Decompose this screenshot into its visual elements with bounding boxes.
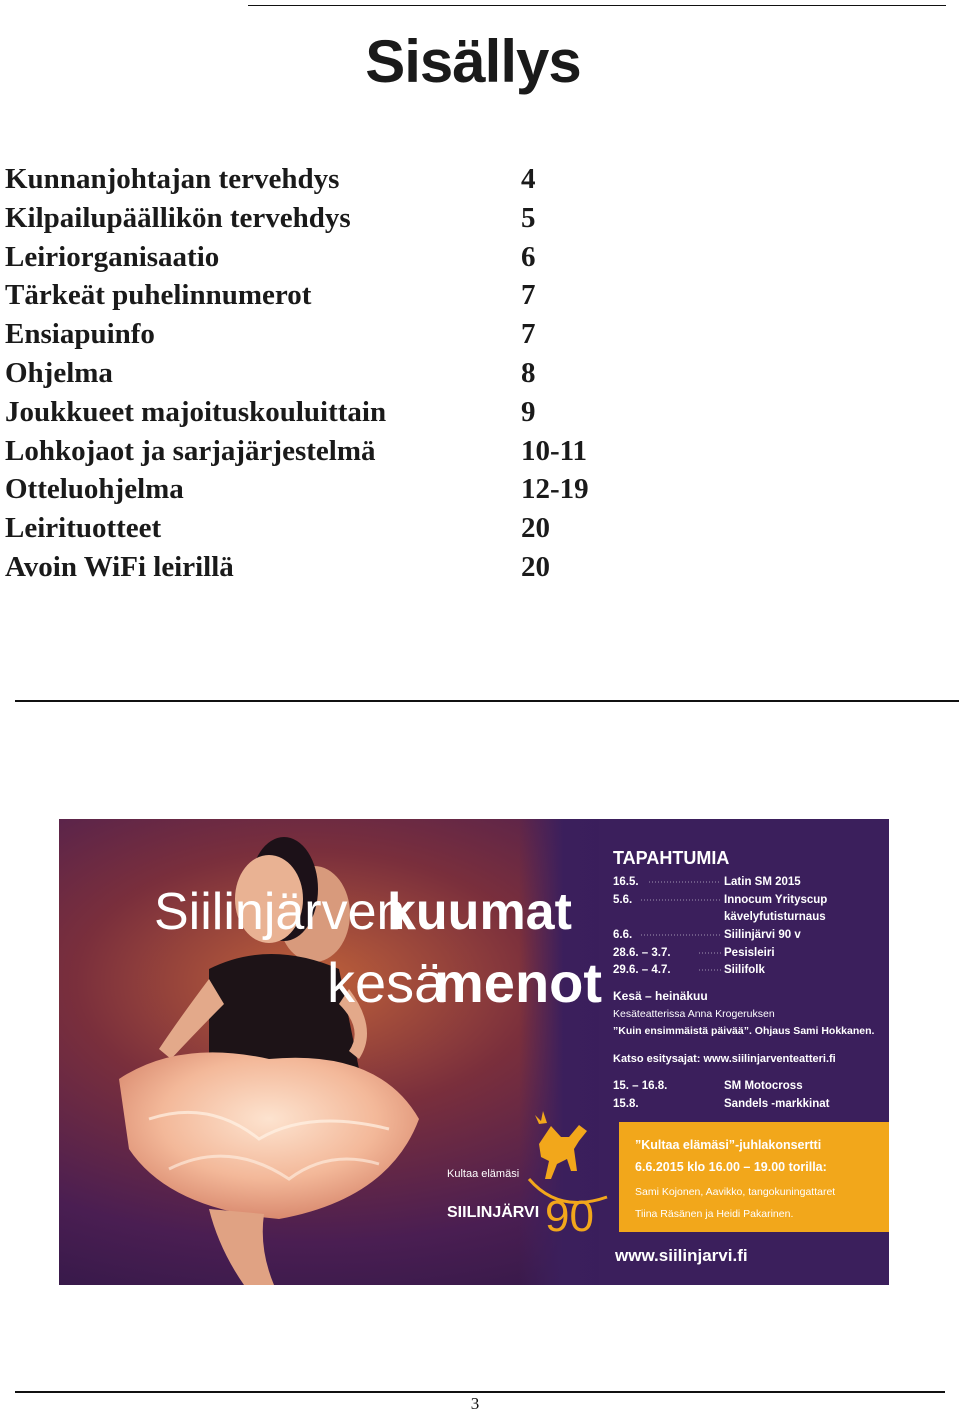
ad-headline-1: Siilinjärven bbox=[154, 883, 406, 941]
toc-entry-page: 5 bbox=[521, 201, 536, 234]
event-date: 28.6. – 3.7. bbox=[613, 947, 671, 959]
toc-entry-page: 4 bbox=[521, 163, 536, 195]
event-date: 15. – 16.8. bbox=[613, 1080, 668, 1092]
ad-headline-3a: kesä bbox=[327, 951, 446, 1014]
toc-entry bbox=[5, 199, 645, 238]
toc-entry-title: Tärkeät puhelinnumerot bbox=[5, 279, 312, 312]
event-date: 29.6. – 4.7. bbox=[613, 964, 671, 976]
toc-entry bbox=[5, 432, 645, 471]
toc-entry bbox=[5, 548, 645, 587]
ad-headline-2: kuumat bbox=[387, 883, 572, 941]
toc-entry-page: 12-19 bbox=[521, 473, 589, 506]
toc-entry bbox=[5, 470, 645, 509]
events-heading: TAPAHTUMIA bbox=[613, 848, 730, 868]
event-date: 15.8. bbox=[613, 1098, 639, 1110]
event-date: 5.6. bbox=[613, 894, 633, 906]
event-name: Siilinjärvi 90 v bbox=[724, 929, 801, 941]
toc-entry bbox=[5, 354, 645, 393]
website-link: www.siilinjarvi.fi bbox=[615, 1246, 748, 1265]
toc-entry-page: 6 bbox=[521, 240, 536, 273]
toc-entry-title: Lohkojaot ja sarjajärjestelmä bbox=[5, 434, 376, 467]
toc-entry-page: 7 bbox=[521, 318, 536, 351]
table-of-contents bbox=[5, 160, 645, 587]
toc-entry-title: Ensiapuinfo bbox=[5, 318, 155, 351]
theatre-link-text: Katso esitysajat: www.siilinjarventeatteri.fi bbox=[613, 1053, 836, 1065]
summer-heading: Kesä – heinäkuu bbox=[613, 989, 708, 1003]
toc-entry-page: 10-11 bbox=[521, 434, 588, 467]
toc-entry-title: Kilpailupäällikön tervehdys bbox=[5, 201, 351, 234]
toc-entry bbox=[5, 238, 645, 277]
toc-entry-page: 8 bbox=[521, 356, 536, 389]
event-name: kävelyfutisturnaus bbox=[724, 911, 826, 923]
event-name: Pesisleiri bbox=[724, 947, 775, 959]
toc-entry bbox=[5, 276, 645, 315]
event-name: SM Motocross bbox=[724, 1080, 803, 1092]
event-date: 16.5. bbox=[613, 876, 639, 888]
advertisement-banner bbox=[59, 819, 889, 1285]
top-rule bbox=[248, 5, 946, 6]
toc-entry-title: Avoin WiFi leirillä bbox=[5, 550, 234, 583]
toc-entry bbox=[5, 160, 645, 199]
page-title: Sisällys bbox=[365, 28, 581, 95]
toc-entry-title: Joukkueet majoituskouluittain bbox=[5, 395, 387, 428]
concert-performers: Tiina Räsänen ja Heidi Pakarinen. bbox=[635, 1208, 794, 1220]
concert-time: 6.6.2015 klo 16.00 – 19.00 torilla: bbox=[635, 1160, 827, 1174]
logo-tagline: Kultaa elämäsi bbox=[447, 1168, 520, 1180]
toc-entry bbox=[5, 393, 645, 432]
toc-entry-page: 20 bbox=[521, 512, 550, 545]
logo-name: SIILINJÄRVI bbox=[447, 1204, 540, 1221]
summer-line: Kesäteatterissa Anna Krogeruksen bbox=[613, 1008, 775, 1020]
summer-line: ”Kuin ensimmäistä päivää”. Ohjaus Sami Hokkanen. bbox=[613, 1025, 875, 1037]
logo-number: 90 bbox=[545, 1192, 594, 1241]
toc-entry-page: 7 bbox=[521, 279, 536, 312]
event-name: Innocum Yrityscup bbox=[724, 894, 828, 906]
footer-rule bbox=[15, 1391, 945, 1393]
page-number: 3 bbox=[470, 1394, 480, 1413]
toc-entry-title: Ohjelma bbox=[5, 356, 113, 389]
toc-entry bbox=[5, 315, 645, 354]
event-date: 6.6. bbox=[613, 929, 633, 941]
section-divider bbox=[15, 700, 959, 702]
event-name: Siilifolk bbox=[724, 964, 765, 976]
event-name: Sandels -markkinat bbox=[724, 1098, 830, 1110]
toc-entry-page: 20 bbox=[521, 550, 550, 583]
concert-performers: Sami Kojonen, Aavikko, tangokuningattaret bbox=[635, 1186, 836, 1198]
event-name: Latin SM 2015 bbox=[724, 876, 801, 888]
toc-entry-title: Leirituotteet bbox=[5, 512, 162, 545]
toc-entry bbox=[5, 509, 645, 548]
toc-entry-title: Otteluohjelma bbox=[5, 473, 184, 506]
toc-entry-title: Kunnanjohtajan tervehdys bbox=[5, 163, 340, 195]
toc-entry-page: 9 bbox=[521, 395, 536, 428]
toc-entry-title: Leiriorganisaatio bbox=[5, 240, 220, 273]
concert-title: ”Kultaa elämäsi”-juhlakonsertti bbox=[635, 1138, 822, 1152]
ad-headline-3b: menot bbox=[434, 951, 602, 1014]
